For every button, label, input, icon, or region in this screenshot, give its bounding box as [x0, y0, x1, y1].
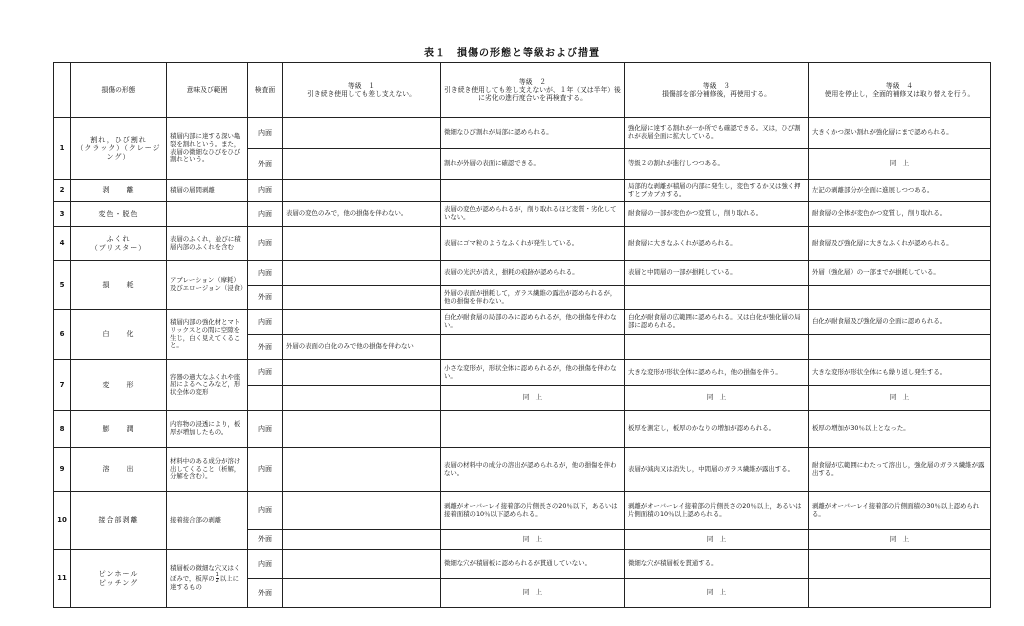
damage-form-line: （ブリスター） — [90, 243, 147, 252]
inspection-surface: 内面 — [248, 227, 283, 261]
inspection-surface: 外面 — [248, 286, 283, 310]
inspection-surface: 外面 — [248, 335, 283, 360]
inspection-surface: 内面 — [248, 550, 283, 579]
grade-2-cell — [441, 180, 625, 202]
row-number: 2 — [54, 180, 71, 202]
damage-form: 溶 出 — [71, 448, 167, 492]
grade-4-cell: 耐食層が広範囲にわたって溶出し，強化層のガラス繊維が露出する。 — [809, 448, 991, 492]
header-meaning: 意味及び範囲 — [167, 63, 248, 118]
grade-2-cell — [441, 411, 625, 448]
table-row — [54, 448, 991, 492]
table-row — [54, 360, 991, 386]
damage-form: 白 化 — [71, 310, 167, 360]
table-row — [54, 411, 991, 448]
grade-1-cell — [283, 411, 441, 448]
fraction-denominator: 2 — [215, 578, 219, 584]
row-number: 1 — [54, 118, 71, 180]
grade-4-cell: 耐食層の全体が変色かつ変質し，削り取れる。 — [809, 202, 991, 227]
grade-4-label: 等級 ４ — [885, 81, 914, 90]
grade-3-cell: 耐食層に大きなふくれが認められる。 — [625, 227, 809, 261]
grade-2-cell: 微細な穴が積層板に認められるが貫通していない。 — [441, 550, 625, 579]
header-no — [54, 63, 71, 118]
grade-2-cell: 同 上 — [441, 579, 625, 608]
grade-2-cell: 表層の変色が認められるが，削り取れるほど変質・劣化していない。 — [441, 202, 625, 227]
row-number: 3 — [54, 202, 71, 227]
grade-2-cell: 剥離がオーバーレイ接着部の片側長さの20％以下，あるいは接着面積の10％以下認められる。 — [441, 492, 625, 530]
grade-4-cell — [809, 286, 991, 310]
grade-2-cell — [441, 335, 625, 360]
grade-3-cell: 耐食層の一部が変色かつ変質し，削り取れる。 — [625, 202, 809, 227]
grade-3-cell: 板厚を測定し，板厚のかなりの増加が認められる。 — [625, 411, 809, 448]
table-row — [54, 118, 991, 149]
damage-form: 変 形 — [71, 360, 167, 411]
damage-form — [71, 550, 167, 608]
meaning-text: 積層板の微細な穴又はくぼみで，板厚の — [170, 564, 241, 583]
grade-3-cell: 同 上 — [625, 530, 809, 550]
grade-1-cell — [283, 286, 441, 310]
grade-1-cell: 表層の変色のみで，他の損傷を伴わない。 — [283, 202, 441, 227]
row-number: 8 — [54, 411, 71, 448]
damage-form-line: ピンホール — [98, 570, 139, 579]
damage-form-line: 割れ，ひび割れ — [90, 136, 147, 145]
inspection-surface: 内面 — [248, 202, 283, 227]
grade-3-cell: 白化が耐食層の広範囲に認められる。又は白化が強化層の局部に認められる。 — [625, 310, 809, 335]
damage-form — [71, 118, 167, 180]
inspection-surface: 内面 — [248, 261, 283, 286]
damage-form-line: （クラック）（クレージング） — [76, 144, 161, 161]
header-form: 損傷の形態 — [71, 63, 167, 118]
grade-3-label: 等級 ３ — [702, 81, 731, 90]
meaning-cell: 内容物の浸透により，板厚が増加したもの。 — [167, 411, 248, 448]
inspection-surface — [248, 386, 283, 411]
grade-2-cell: 表層にゴマ粒のようなふくれが発生している。 — [441, 227, 625, 261]
header-grade-1 — [283, 63, 441, 118]
fraction — [216, 573, 219, 584]
inspection-surface: 外面 — [248, 579, 283, 608]
grade-1-cell — [283, 227, 441, 261]
table-row — [54, 180, 991, 202]
meaning-cell: 積層の層間剥離 — [167, 180, 248, 202]
grade-3-cell: 微細な穴が積層板を貫通する。 — [625, 550, 809, 579]
damage-form — [71, 227, 167, 261]
table-row — [54, 492, 991, 530]
grade-1-cell — [283, 149, 441, 180]
grade-4-cell — [809, 579, 991, 608]
grade-4-cell: 同 上 — [809, 149, 991, 180]
row-number: 6 — [54, 310, 71, 360]
grade-4-cell: 白化が耐食層及び強化層の全面に認められる。 — [809, 310, 991, 335]
meaning-cell: 表層のふくれ，並びに積層内部のふくれを含む — [167, 227, 248, 261]
grade-2-cell: 微細なひび割れが局部に認められる。 — [441, 118, 625, 149]
grade-3-cell: 同 上 — [625, 386, 809, 411]
inspection-surface: 内面 — [248, 180, 283, 202]
grade-3-cell: 等級２の割れが進行しつつある。 — [625, 149, 809, 180]
grade-2-cell: 割れが外層の表面に確認できる。 — [441, 149, 625, 180]
inspection-surface: 内面 — [248, 492, 283, 530]
grade-3-cell: 強化層に達する割れが一か所でも確認できる。又は，ひび割れが表層全面に拡大している。 — [625, 118, 809, 149]
grade-1-cell — [283, 360, 441, 386]
damage-form: 膨 潤 — [71, 411, 167, 448]
fraction-numerator: 1 — [215, 572, 219, 578]
grade-1-cell — [283, 530, 441, 550]
grade-1-cell: 外層の表面の白化のみで他の損傷を伴わない — [283, 335, 441, 360]
row-number: 10 — [54, 492, 71, 550]
damage-form: 損 耗 — [71, 261, 167, 310]
meaning-cell: 積層内部の強化材とマトリックスとの間に空隙を生じ，白く見えてくること。 — [167, 310, 248, 360]
damage-form: 接合部剥離 — [71, 492, 167, 550]
grade-1-cell — [283, 180, 441, 202]
grade-2-label: 等級 ２ — [518, 77, 547, 86]
damage-grade-table — [53, 62, 991, 608]
grade-2-desc: 引き続き使用しても差し支えないが、１年（又は半年）後に劣化の進行度合いを再検査する。 — [444, 85, 621, 102]
grade-2-cell: 同 上 — [441, 386, 625, 411]
inspection-surface: 内面 — [248, 118, 283, 149]
table-row — [54, 310, 991, 335]
grade-1-label: 等級 １ — [347, 81, 376, 90]
grade-1-cell — [283, 448, 441, 492]
grade-4-cell: 左記の剥離部分が全面に進展しつつある。 — [809, 180, 991, 202]
grade-1-cell — [283, 550, 441, 579]
meaning-cell: 材料中のある成分が溶け出してくること（析解，分解を含む）。 — [167, 448, 248, 492]
meaning-cell — [167, 202, 248, 227]
meaning-cell — [167, 550, 248, 608]
inspection-surface: 外面 — [248, 149, 283, 180]
table-row — [54, 550, 991, 579]
grade-4-cell: 板厚の増加が30％以上となった。 — [809, 411, 991, 448]
damage-form: 剥 離 — [71, 180, 167, 202]
grade-4-cell: 同 上 — [809, 530, 991, 550]
inspection-surface: 内面 — [248, 360, 283, 386]
meaning-cell: 接着接合部の剥離 — [167, 492, 248, 550]
grade-1-cell — [283, 310, 441, 335]
grade-4-cell — [809, 550, 991, 579]
table-title: 表１ 損傷の形態と等級および措置 — [424, 48, 600, 59]
row-number: 11 — [54, 550, 71, 608]
header-row — [54, 63, 991, 118]
grade-4-cell: 外層（強化層）の一部までが損耗している。 — [809, 261, 991, 286]
grade-4-cell: 剥離がオーバーレイ接着部の片側面積の30％以上認められる。 — [809, 492, 991, 530]
grade-1-cell — [283, 261, 441, 286]
header-grade-2 — [441, 63, 625, 118]
row-number: 4 — [54, 227, 71, 261]
grade-2-cell: 白化が耐食層の局部のみに認められるが，他の損傷を伴わない。 — [441, 310, 625, 335]
grade-1-cell — [283, 579, 441, 608]
grade-4-cell: 耐食層及び強化層に大きなふくれが認められる。 — [809, 227, 991, 261]
grade-1-cell — [283, 492, 441, 530]
row-number: 9 — [54, 448, 71, 492]
inspection-surface: 内面 — [248, 411, 283, 448]
grade-3-cell — [625, 286, 809, 310]
table-row — [54, 202, 991, 227]
grade-2-cell: 小さな変形が，形状全体に認められるが，他の損傷を伴わない。 — [441, 360, 625, 386]
row-number: 7 — [54, 360, 71, 411]
damage-form-line: ピッチング — [98, 578, 139, 587]
header-grade-4 — [809, 63, 991, 118]
grade-4-cell: 大きくかつ深い割れが強化層にまで認められる。 — [809, 118, 991, 149]
damage-form: 変色・脱色 — [71, 202, 167, 227]
grade-2-cell: 表層の光沢が消え，損耗の痕跡が認められる。 — [441, 261, 625, 286]
grade-4-desc: 使用を停止し，全面的補修又は取り替えを行う。 — [824, 90, 975, 98]
grade-3-cell: 表層と中間層の一部が損耗している。 — [625, 261, 809, 286]
grade-4-cell — [809, 335, 991, 360]
row-number: 5 — [54, 261, 71, 310]
grade-3-cell: 剥離がオーバーレイ接着部の片側長さの20％以上，あるいは片側面積の10％以上認められる。 — [625, 492, 809, 530]
grade-2-cell: 表層の材料中の成分の溶出が認められるが，他の損傷を伴わない。 — [441, 448, 625, 492]
grade-4-cell: 同 上 — [809, 386, 991, 411]
meaning-cell: アブレーション（摩耗）及びエロージョン（浸食） — [167, 261, 248, 310]
header-inspection: 検査面 — [248, 63, 283, 118]
header-grade-3 — [625, 63, 809, 118]
grade-1-cell — [283, 386, 441, 411]
grade-2-cell: 外層の表面が損耗して，ガラス繊維の露出が認められるが，他の損傷を伴わない。 — [441, 286, 625, 310]
grade-4-cell: 大きな変形が形状全体にも繰り返し発生する。 — [809, 360, 991, 386]
grade-2-cell: 同 上 — [441, 530, 625, 550]
inspection-surface: 内面 — [248, 448, 283, 492]
damage-form-line: ふくれ — [106, 235, 131, 244]
meaning-cell: 積層内部に達する深い亀裂を割れという。また，表層の微細なひびをひび割れという。 — [167, 118, 248, 180]
grade-1-desc: 引き続き使用しても差し支えない。 — [307, 90, 416, 98]
table-row — [54, 261, 991, 286]
grade-3-cell: 局部的な剥離が積層の内部に発生し，変色するか又は強く押すとブカブカする。 — [625, 180, 809, 202]
grade-3-cell: 表層が減肉又は消失し，中間層のガラス繊維が露出する。 — [625, 448, 809, 492]
grade-3-desc: 損傷部を部分補修後，再使用する。 — [662, 90, 771, 98]
meaning-text: 以上に達するもの — [170, 574, 239, 591]
grade-1-cell — [283, 118, 441, 149]
grade-3-cell — [625, 335, 809, 360]
inspection-surface: 内面 — [248, 310, 283, 335]
grade-3-cell: 大きな変形が形状全体に認められ，他の損傷を伴う。 — [625, 360, 809, 386]
inspection-surface: 外面 — [248, 530, 283, 550]
table-row — [54, 227, 991, 261]
meaning-cell: 容器の過大なふくれや座屈によるへこみなど，形状全体の変形 — [167, 360, 248, 411]
grade-3-cell: 同 上 — [625, 579, 809, 608]
